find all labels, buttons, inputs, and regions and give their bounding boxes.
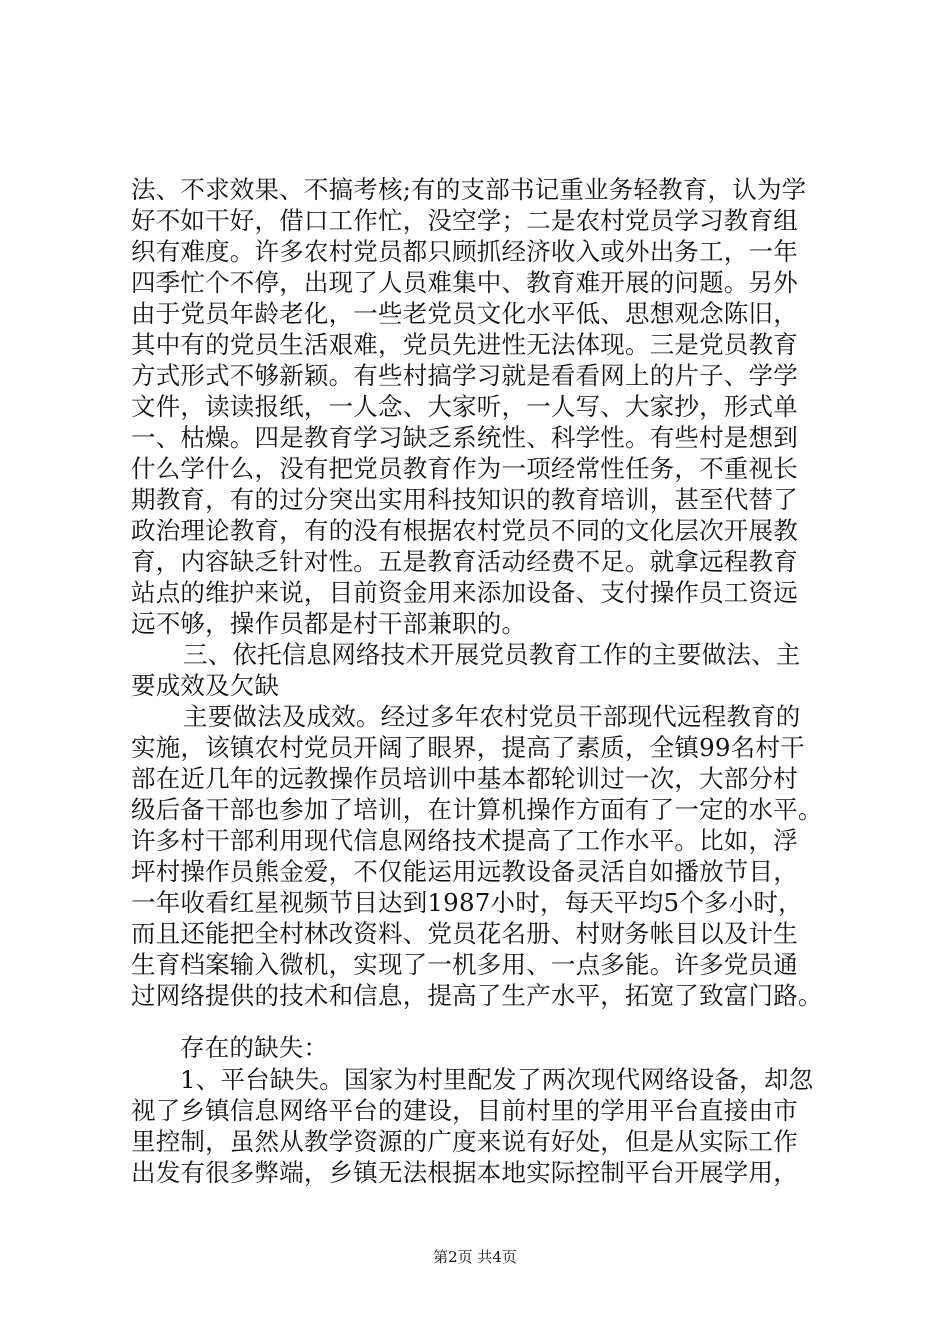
text-line: 视了乡镇信息网络平台的建设，目前村里的学用平台直接由市 — [131, 1096, 798, 1125]
paragraph-start: 1、平台缺失。国家为村里配发了两次现代网络设备，却忽 — [180, 1065, 814, 1094]
text-line: 方式形式不够新颖。有些村搞学习就是看看网上的片子、学学 — [131, 361, 798, 390]
section-heading: 三、依托信息网络技术开展党员教育工作的主要做法、主 — [183, 640, 801, 669]
text-line: 实施，该镇农村党员开阔了眼界，提高了素质，全镇99名村干 — [131, 733, 805, 762]
text-line: 文件，读读报纸，一人念、大家听，一人写、大家抄，形式单 — [131, 392, 798, 421]
text-line: 过网络提供的技术和信息，提高了生产水平，拓宽了致富门路。 — [131, 981, 823, 1010]
text-line: 什么学什么，没有把党员教育作为一项经常性任务，不重视长 — [131, 454, 798, 483]
text-line: 生育档案输入微机，实现了一机多用、一点多能。许多党员通 — [131, 950, 798, 979]
text-line: 站点的维护来说，目前资金用来添加设备、支付操作员工资远 — [131, 578, 798, 607]
text-line: 出发有很多弊端，乡镇无法根据本地实际控制平台开展学用， — [131, 1158, 798, 1187]
text-line: 期教育，有的过分突出实用科技知识的教育培训，甚至代替了 — [131, 485, 798, 514]
paragraph-start: 主要做法及成效。经过多年农村党员干部现代远程教育的 — [183, 702, 801, 731]
text-line: 一、枯燥。四是教育学习缺乏系统性、科学性。有些村是想到 — [131, 423, 798, 452]
text-line: 其中有的党员生活艰难，党员先进性无法体现。三是党员教育 — [131, 330, 798, 359]
text-line: 法、不求效果、不搞考核;有的支部书记重业务轻教育，认为学 — [131, 175, 807, 204]
text-line: 育，内容缺乏针对性。五是教育活动经费不足。就拿远程教育 — [131, 547, 798, 576]
text-line: 远不够，操作员都是村干部兼职的。 — [131, 609, 527, 638]
text-line: 而且还能把全村林改资料、党员花名册、村财务帐目以及计生 — [131, 919, 798, 948]
text-line: 里控制，虽然从教学资源的广度来说有好处，但是从实际工作 — [131, 1127, 798, 1156]
text-line: 四季忙个不停，出现了人员难集中、教育难开展的问题。另外 — [131, 268, 798, 297]
page-number-footer: 第2页 共4页 — [433, 1248, 517, 1266]
text-line: 由于党员年龄老化，一些老党员文化水平低、思想观念陈旧， — [131, 299, 798, 328]
subsection-heading: 存在的缺失： — [180, 1033, 329, 1062]
text-line: 一年收看红星视频节目达到1987小时，每天平均5个多小时， — [131, 888, 803, 917]
text-line: 许多村干部利用现代信息网络技术提高了工作水平。比如，浮 — [131, 826, 798, 855]
text-line: 部在近几年的远教操作员培训中基本都轮训过一次，大部分村 — [131, 764, 798, 793]
text-line: 坪村操作员熊金爱，不仅能运用远教设备灵活自如播放节目， — [131, 857, 798, 886]
section-heading-continued: 要成效及欠缺 — [131, 671, 280, 700]
text-line: 政治理论教育，有的没有根据农村党员不同的文化层次开展教 — [131, 516, 798, 545]
text-line: 好不如干好，借口工作忙，没空学；二是农村党员学习教育组 — [131, 206, 798, 235]
text-line: 级后备干部也参加了培训，在计算机操作方面有了一定的水平。 — [131, 795, 823, 824]
text-line: 织有难度。许多农村党员都只顾抓经济收入或外出务工，一年 — [131, 237, 798, 266]
